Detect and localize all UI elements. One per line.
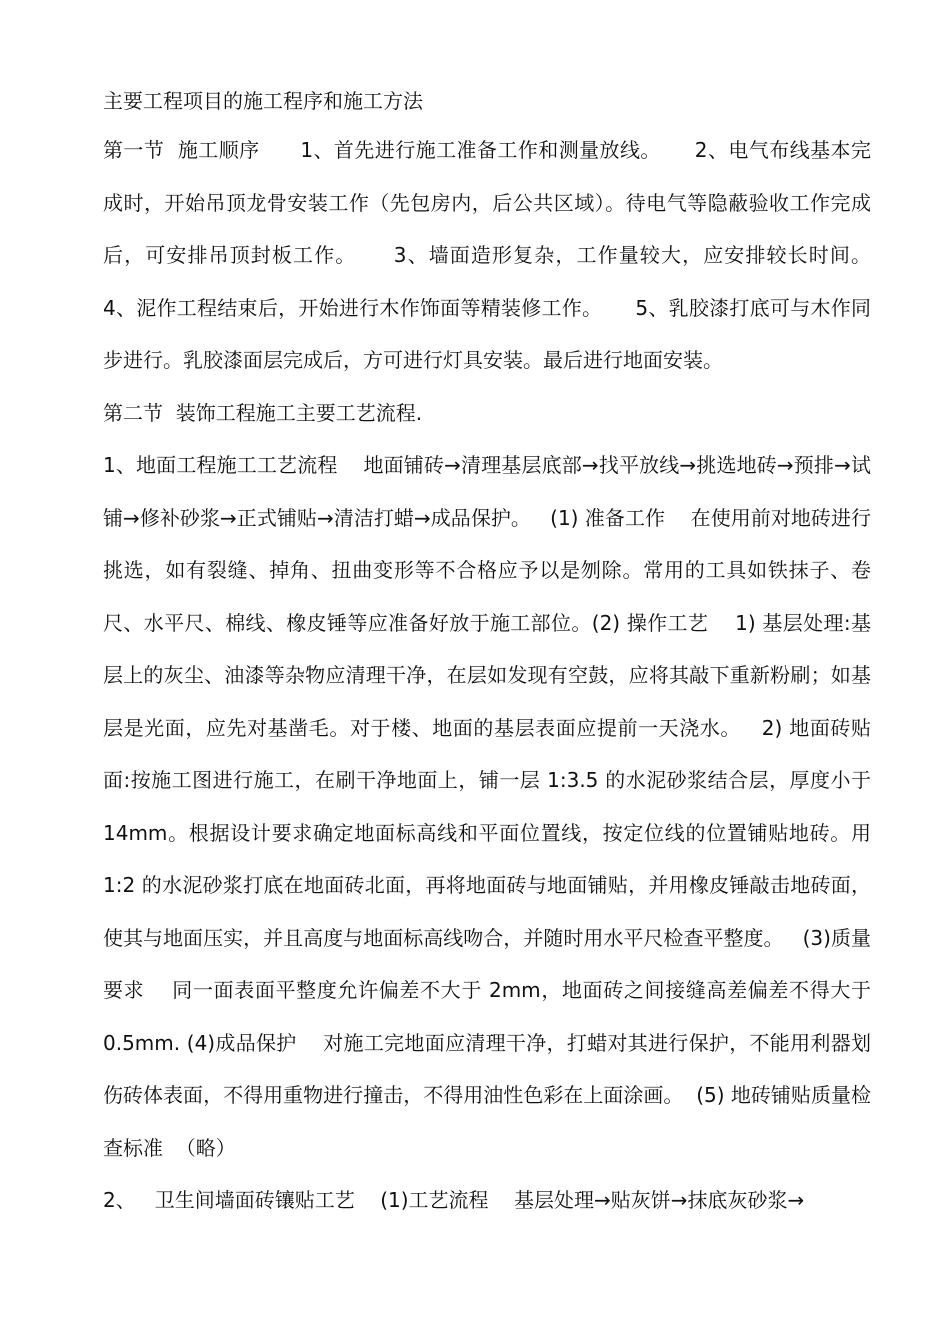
item-1-paragraph: 1、地面工程施工工艺流程 地面铺砖→清理基层底部→找平放线→挑选地砖→预排→试铺→修补砂浆→正式铺贴→清洁打蜡→成品保护。 (1) 准备工作 在使用前对地砖进行挑选，如有裂缝、掉角、扭曲变形等不合格应予以是刎除。常用的工具如铁抹子、卷尺、水平尺、棉线、橡皮锤等应准备好放于施工部位。(2) 操作工艺 1) 基层处理:基层上的灰尘、油漆等杂物应清理干净，在层如发现有空鼓，应将其敲下重新粉刷；如基层是光面，应先对基凿毛。对于楼、地面的基层表面应提前一天浇水。 2) 地面砖贴面:按施工图进行施工，在刷干净地面上，铺一层 1:3.5 的水泥砂浆结合层，厚度小于 14mm。根据设计要求确定地面标高线和平面位置线，按定位线的位置铺贴地砖。用 1:2 的水泥砂浆打底在地面砖北面，再将地面砖与地面铺贴，并用橡皮锤敲击地砖面，使其与地面压实，并且高度与地面标高线吻合，并随时用水平尺检查平整度。 (3)质量要求 同一面表面平整度允许偏差不大于 2mm，地面砖之间接缝高差偏差不得大于 0.5mm. (4)成品保护 对施工完地面应清理干净，打蜡对其进行保护，不能用利器划伤砖体表面，不得用重物进行撞击，不得用油性色彩在上面涂画。 (5) 地砖铺贴质量检查标准 （略） <box>103 453 878 1160</box>
section-2-heading: 第二节 装饰工程施工主要工艺流程. <box>103 400 423 425</box>
document-page <box>103 78 891 1227</box>
item-2-paragraph: 2、 卫生间墙面砖镶贴工艺 (1)工艺流程 基层处理→贴灰饼→抹底灰砂浆→ <box>103 1188 805 1212</box>
section-1-paragraph: 第一节 施工顺序 1、首先进行施工准备工作和测量放线。 2、电气布线基本完成时，开始吊顶龙骨安装工作（先包房内，后公共区域）。待电气等隐蔽验收工作完成后，可安排吊顶封板工作。 3、墙面造形复杂，工作量较大，应安排较长时间。 4、泥作工程结束后，开始进行木作饰面等精装修工作。 5、乳胶漆打底可与木作同步进行。乳胶漆面层完成后，方可进行灯具安装。最后进行地面安装。 <box>103 138 891 372</box>
document-title: 主要工程项目的施工程序和施工方法 <box>103 89 423 113</box>
